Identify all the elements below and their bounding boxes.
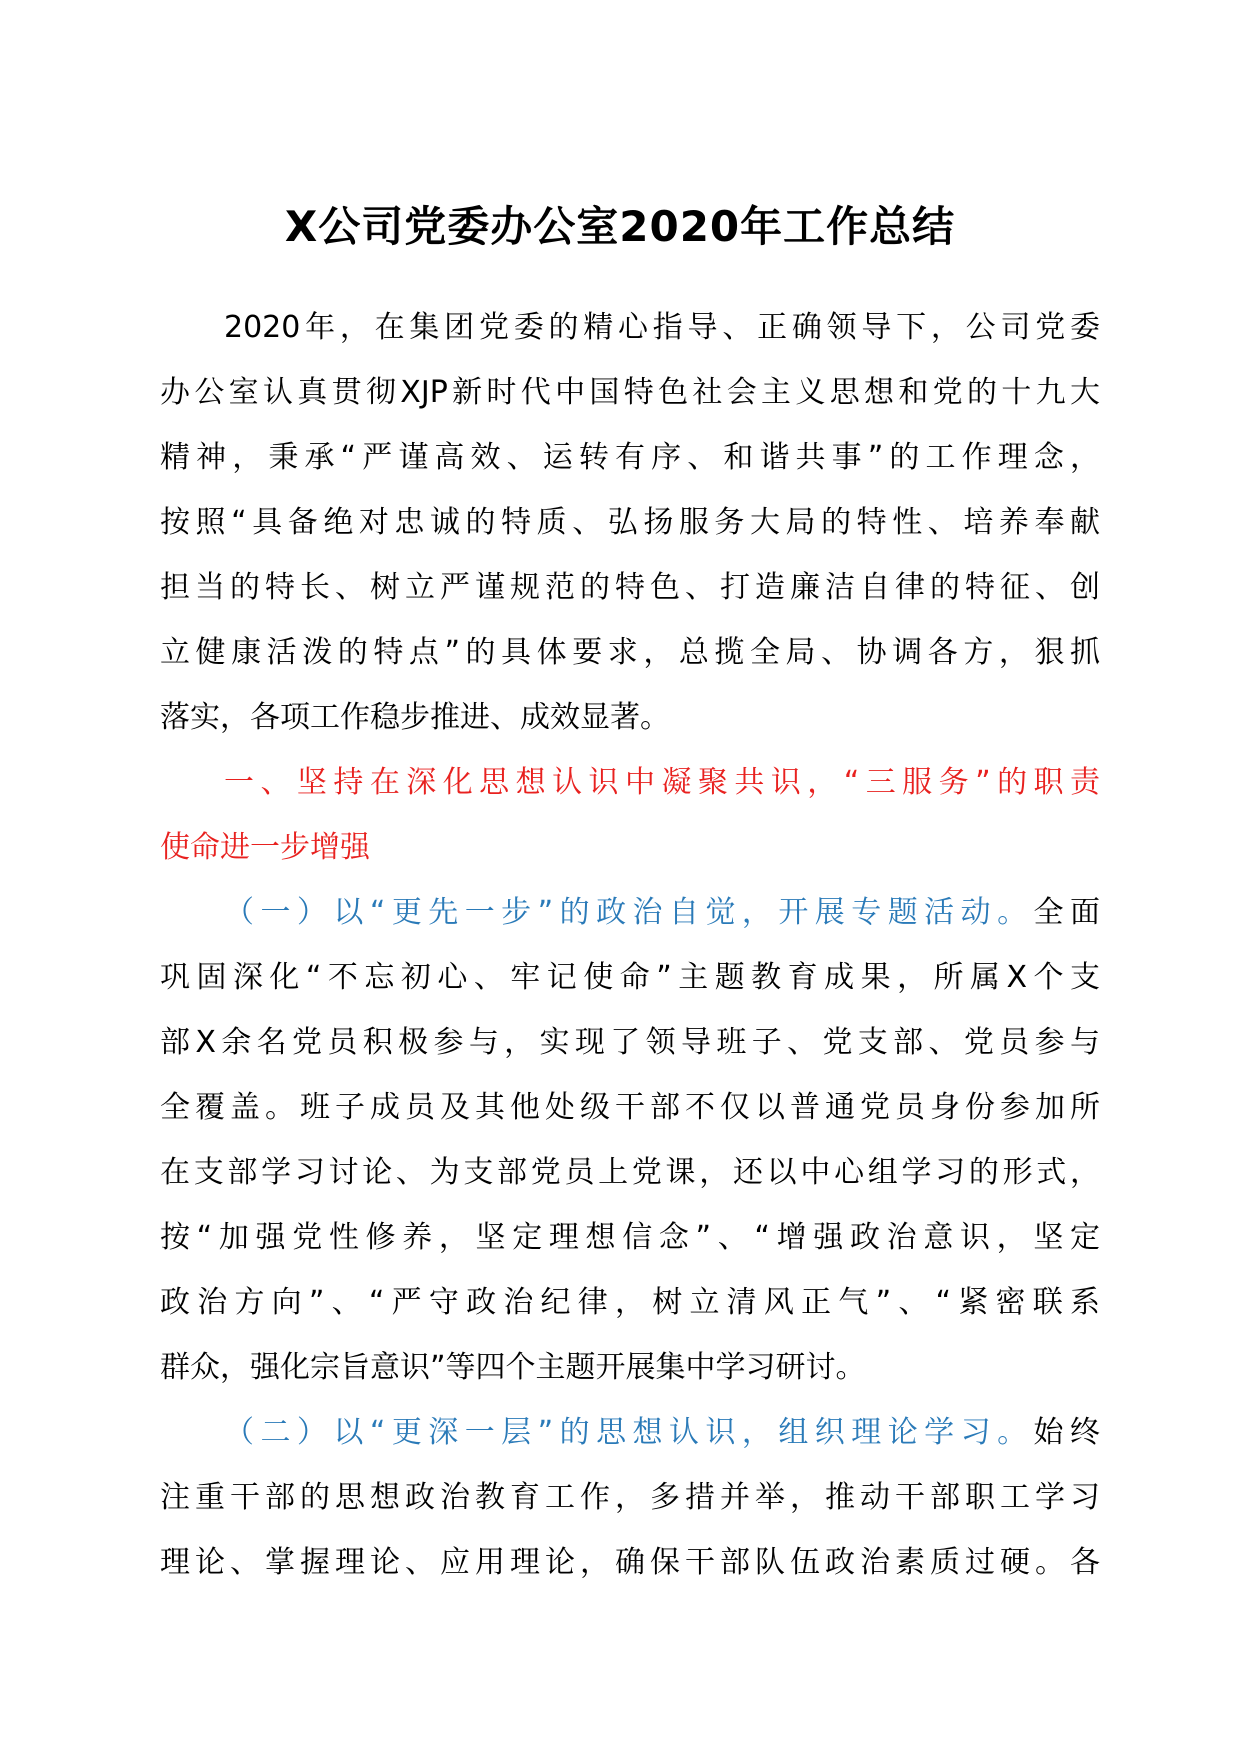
paragraph-text: 全面 [1033, 895, 1101, 930]
section-heading-line: 使命进一步增强 [160, 830, 370, 865]
section-heading [160, 750, 1100, 880]
paragraph-line: 理论、掌握理论、应用理论，确保干部队伍政治素质过硬。各 [160, 1545, 1100, 1580]
paragraph-line [160, 1400, 1100, 1465]
document-title: X公司党委办公室2020年工作总结 [284, 202, 956, 251]
subsection-heading: （一）以“更先一步”的政治自觉，开展专题活动。 [224, 895, 1034, 930]
paragraph-line: 按“加强党性修养，坚定理想信念”、“增强政治意识，坚定 [160, 1220, 1100, 1255]
paragraph-line: 部X余名党员积极参与，实现了领导班子、党支部、党员参与 [160, 1025, 1100, 1060]
paragraph-line: 注重干部的思想政治教育工作，多措并举，推动干部职工学习 [160, 1480, 1100, 1515]
paragraph-text: 始终 [1033, 1415, 1101, 1450]
paragraph-line: 巩固深化“不忘初心、牢记使命”主题教育成果，所属X个支 [160, 960, 1100, 995]
paragraph-line [160, 880, 1100, 945]
subsection-paragraph [160, 880, 1100, 1400]
paragraph-line: 按照“具备绝对忠诚的特质、弘扬服务大局的特性、培养奉献 [160, 505, 1100, 540]
subsection-heading: （二）以“更深一层”的思想认识，组织理论学习。 [224, 1415, 1034, 1450]
paragraph-line: 办公室认真贯彻XJP新时代中国特色社会主义思想和党的十九大 [160, 375, 1100, 410]
paragraph-line: 政治方向”、“严守政治纪律，树立清风正气”、“紧密联系 [160, 1285, 1100, 1320]
paragraph-line: 在支部学习讨论、为支部党员上党课，还以中心组学习的形式， [160, 1155, 1100, 1190]
document-body [160, 295, 1100, 1595]
paragraph-line: 立健康活泼的特点”的具体要求，总揽全局、协调各方，狠抓 [160, 635, 1100, 670]
paragraph-line: 落实，各项工作稳步推进、成效显著。 [160, 700, 670, 735]
subsection-paragraph [160, 1400, 1100, 1595]
intro-paragraph [160, 295, 1100, 750]
section-heading-line: 一、坚持在深化思想认识中凝聚共识，“三服务”的职责 [224, 765, 1100, 800]
paragraph-line: 群众，强化宗旨意识”等四个主题开展集中学习研讨。 [160, 1350, 866, 1385]
paragraph-line: 精神，秉承“严谨高效、运转有序、和谐共事”的工作理念， [160, 440, 1100, 475]
paragraph-line: 全覆盖。班子成员及其他处级干部不仅以普通党员身份参加所 [160, 1090, 1100, 1125]
paragraph-line: 2020年，在集团党委的精心指导、正确领导下，公司党委 [224, 310, 1100, 345]
paragraph-line: 担当的特长、树立严谨规范的特色、打造廉洁自律的特征、创 [160, 570, 1100, 605]
